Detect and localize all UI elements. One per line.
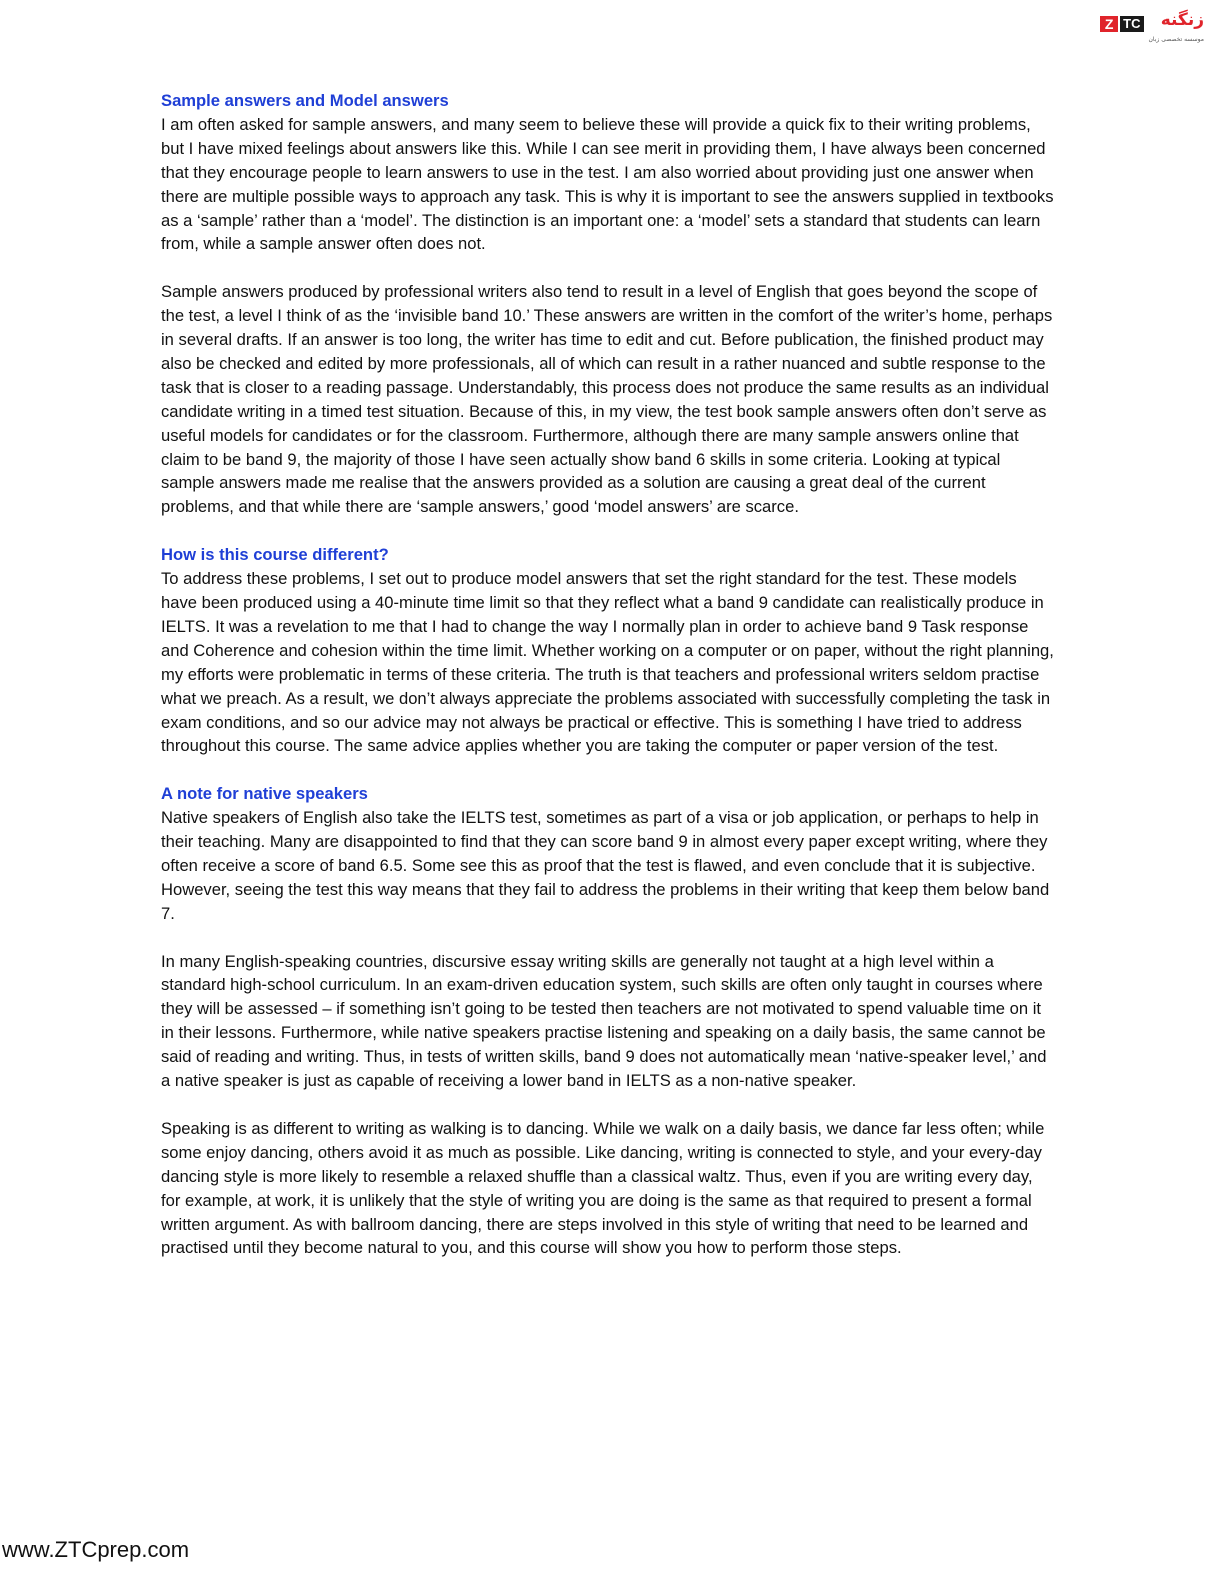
paragraph: I am often asked for sample answers, and many seem to believe these will provide a quick fix to their writing problems, but I have mixed feelings about answers like this. While I can see merit in providing them, I have always been concerned that they encourage people to learn answers to use in the test. I am also worried about providing just one answer when there are multiple possible ways to approach any task. This is why it is important to see the answers supplied in textbooks as a ‘sample’ rather than a ‘model’. The distinction is an important one: a ‘model’ sets a standard that students can learn from, while a sample answer often does not. (161, 114, 1054, 254)
paragraph: In many English-speaking countries, discursive essay writing skills are generally not taught at a high level within a standard high-school curriculum. In an exam-driven education system, such skills are often only taught in courses where they will be assessed – if something isn’t going to be tested then teachers are not motivated to spend valuable time on it in their lessons. Furthermore, while native speakers practise listening and speaking on a daily basis, the same cannot be said of reading and writing. Thus, in tests of written skills, band 9 does not automatically mean ‘native-speaker level,’ and a native speaker is just as capable of receiving a lower band in IELTS as a non-native speaker. (161, 951, 1047, 1091)
logo-z-mark: Z (1100, 16, 1118, 32)
footer-website: www.ZTCprep.com (2, 1537, 190, 1562)
logo-persian-tagline: موسسه تخصصی زبان (1148, 36, 1204, 43)
paragraph: Sample answers produced by professional writers also tend to result in a level of English that goes beyond the scope of the test, a level I think of as the ‘invisible band 10.’ These answers are written in the comfort of the writer’s home, perhaps in several drafts. If an answer is too long, the writer has time to edit and cut. Before publication, the finished product may also be checked and edited by more professionals, all of which can result in a rather nuanced and subtle response to the task that is closer to a reading passage. Understandably, this process does not produce the same results as an individual candidate writing in a timed test situation. Because of this, in my view, the test book sample answers often don’t serve as useful models for candidates or for the classroom. Furthermore, although there are many sample answers online that claim to be band 9, the majority of those I have seen actually show band 6 skills in some criteria. Looking at typical sample answers made me realise that the answers provided as a solution are causing a great deal of the current problems, and that while there are ‘sample answers,’ good ‘model answers’ are scarce. (161, 282, 1053, 517)
section-heading: A note for native speakers (161, 784, 368, 804)
document-body (161, 89, 1056, 1284)
paragraph: Speaking is as different to writing as walking is to dancing. While we walk on a daily basis, we dance far less often; while some enjoy dancing, others avoid it as much as possible. Like dancing, writing is connected to style, and your every-day dancing style is more likely to resemble a relaxed shuffle than a classical waltz. Thus, even if you are writing every day, for example, at work, it is unlikely that the style of writing you are doing is the same as that required to present a formal written argument. As with ballroom dancing, there are steps involved in this style of writing that need to be learned and practised until they become natural to you, and this course will show you how to perform those steps. (161, 1118, 1045, 1258)
logo-latin-marks (1100, 16, 1143, 32)
section-native-speakers (161, 782, 1056, 1260)
logo-tc-mark: TC (1120, 16, 1143, 32)
section-course-different (161, 543, 1056, 758)
logo-persian-wordmark (1149, 8, 1204, 44)
section-heading: Sample answers and Model answers (161, 91, 449, 110)
section-sample-vs-model (161, 89, 1056, 519)
logo-persian-name: زنگنه (1160, 10, 1204, 30)
paragraph: To address these problems, I set out to produce model answers that set the right standard for the test. These models have been produced using a 40-minute time limit so that they reflect what a band 9 candidate can realistically produce in IELTS. It was a revelation to me that I had to change the way I normally plan in order to achieve band 9 Task response and Coherence and cohesion within the time limit. Whether working on a computer or on paper, without the right planning, my efforts were problematic in terms of these criteria. The truth is that teachers and professional writers seldom practise what we preach. As a result, we don’t always appreciate the problems associated with successfully completing the task in exam conditions, and so our advice may not always be practical or effective. This is something I have tried to address throughout this course. The same advice applies whether you are taking the computer or paper version of the test. (161, 569, 1054, 756)
section-heading: How is this course different? (161, 545, 389, 565)
ztc-logo (1100, 8, 1204, 44)
paragraph: Native speakers of English also take the IELTS test, sometimes as part of a visa or job application, or perhaps to help in their teaching. Many are disappointed to find that they can score band 9 in almost every paper except writing, where they often receive a score of band 6.5. Some see this as proof that the test is flawed, and even conclude that it is subjective. However, seeing the test this way means that they fail to address the problems in their writing that keep them below band 7. (161, 808, 1050, 923)
